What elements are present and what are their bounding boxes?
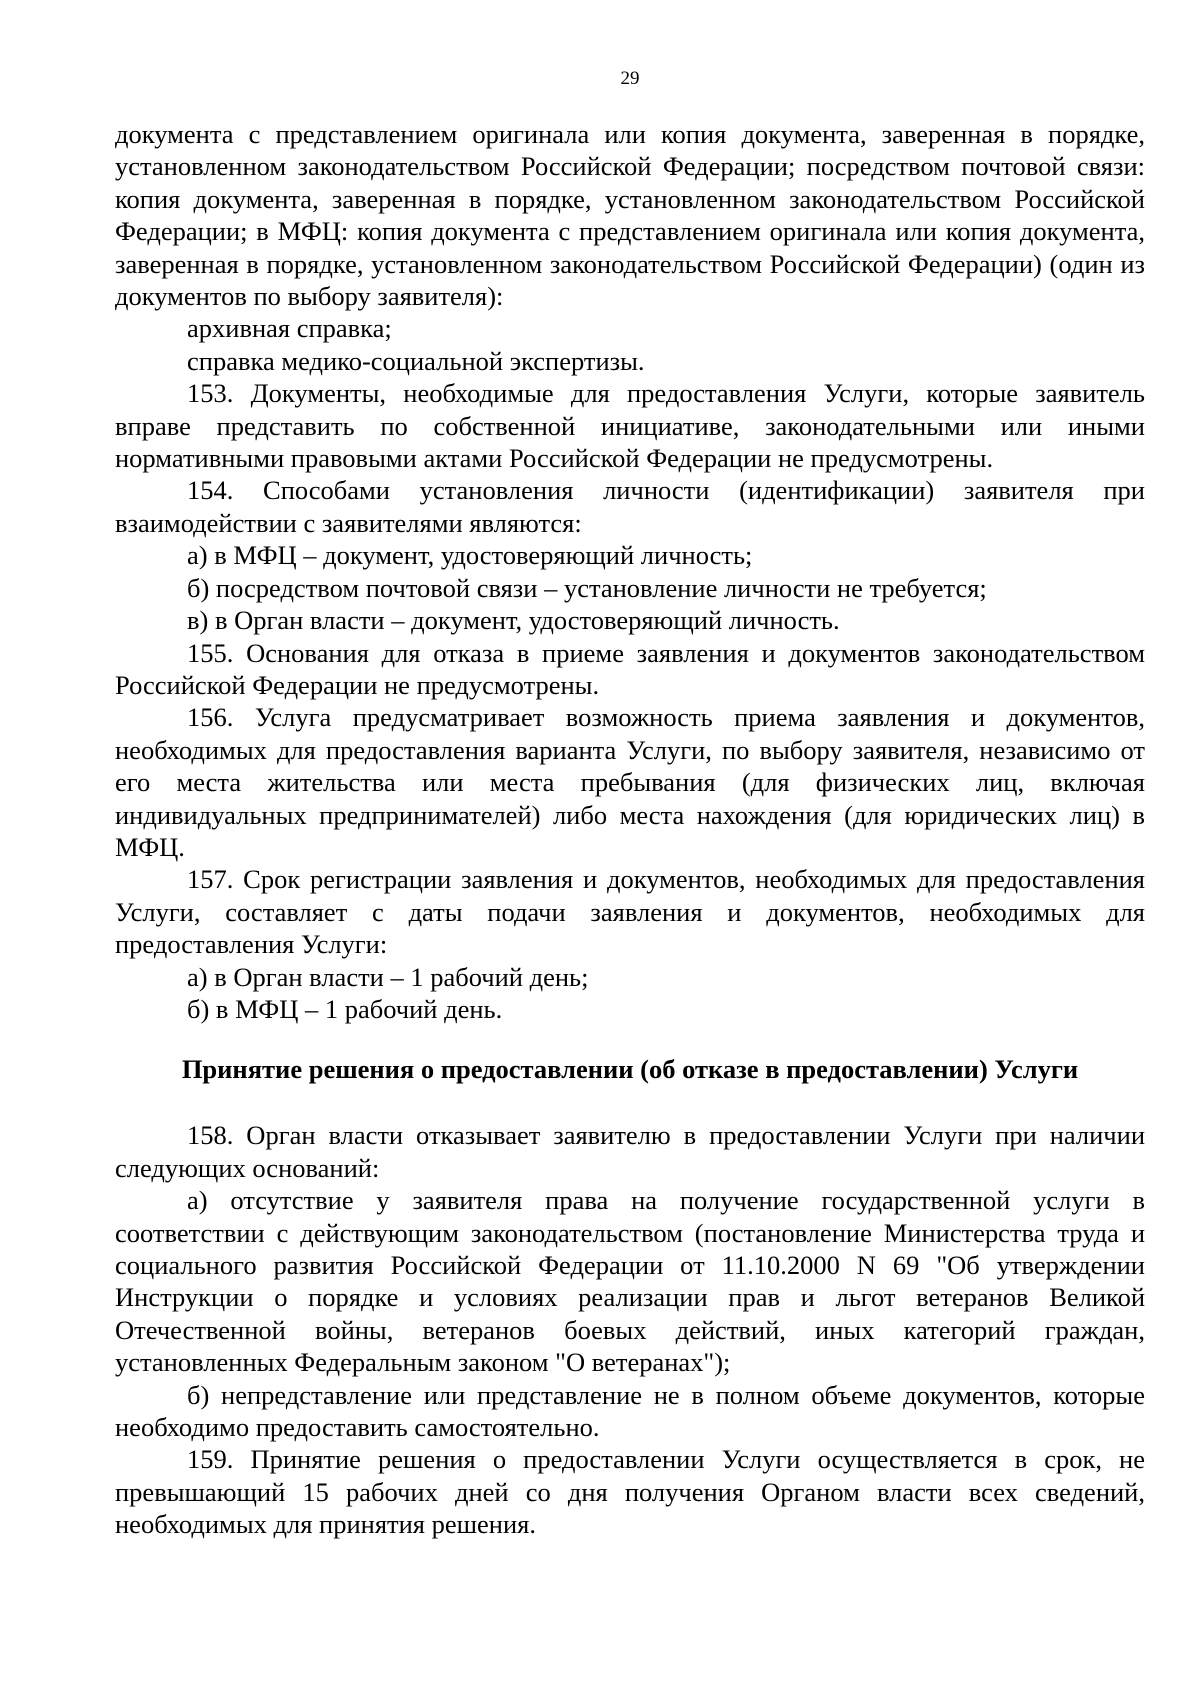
paragraph: документа с представлением оригинала или копия документа, заверенная в порядке, установленном законодательством Российской Федерации; посредством почтовой связи: копия документа, заверенная в порядке, установленном законодательством Российской Федерации; в МФЦ: копия документа с представлением оригинала или копия документа, заверенная в порядке, установленном законодательством Российской Федерации) (один из документов по выбору заявителя):: [115, 119, 1145, 312]
paragraph: 154. Способами установления личности (идентификации) заявителя при взаимодействии с заявителями являются:: [115, 475, 1145, 538]
paragraph: б) непредставление или представление не в полном объеме документов, которые необходимо предоставить самостоятельно.: [115, 1379, 1145, 1443]
paragraph: 157. Срок регистрации заявления и документов, необходимых для предоставления Услуги, составляет с даты подачи заявления и документов, необходимых для предоставления Услуги:: [115, 864, 1145, 960]
paragraph: 158. Орган власти отказывает заявителю в предоставлении Услуги при наличии следующих оснований:: [115, 1120, 1145, 1183]
document-body: [115, 118, 1145, 1541]
paragraph: 155. Основания для отказа в приеме заявления и документов законодательством Российской Федерации не предусмотрены.: [115, 637, 1145, 700]
paragraph: в) в Орган власти – документ, удостоверяющий личность.: [187, 605, 840, 636]
paragraph: а) в Орган власти – 1 рабочий день;: [187, 961, 589, 992]
paragraph: 156. Услуга предусматривает возможность приема заявления и документов, необходимых для предоставления варианта Услуги, по выбору заявителя, независимо от его места жительства или места пребывания (для физических лиц, включая индивидуальных предпринимателей) либо места нахождения (для юридических лиц) в МФЦ.: [115, 702, 1145, 862]
section-heading: Принятие решения о предоставлении (об отказе в предоставлении) Услуги: [181, 1054, 1079, 1085]
paragraphs-top: [115, 118, 1145, 1025]
paragraph: а) отсутствие у заявителя права на получение государственной услуги в соответствии с действующим законодательством (постановление Министерства труда и социального развития Российской Федерации от 11.10.2000 N 69 "Об утверждении Инструкции о порядке и условиях реализации прав и льгот ветеранов Великой Отечественной войны, ветеранов боевых действий, иных категорий граждан, установленных Федеральным законом "О ветеранах");: [115, 1185, 1145, 1378]
paragraph: б) в МФЦ – 1 рабочий день.: [187, 993, 503, 1024]
paragraph: архивная справка;: [187, 313, 392, 344]
paragraph: б) посредством почтовой связи – установление личности не требуется;: [187, 572, 987, 603]
paragraphs-bottom: [115, 1119, 1145, 1540]
paragraph: 153. Документы, необходимые для предоставления Услуги, которые заявитель вправе представить по собственной инициативе, законодательными или иными нормативными правовыми актами Российской Федерации не предусмотрены.: [115, 378, 1145, 474]
paragraph: 159. Принятие решения о предоставлении Услуги осуществляется в срок, не превышающий 15 рабочих дней со дня получения Органом власти всех сведений, необходимых для принятия решения.: [115, 1444, 1145, 1540]
paragraph: справка медико-социальной экспертизы.: [187, 345, 645, 376]
page-number: 29: [620, 68, 640, 89]
paragraph: а) в МФЦ – документ, удостоверяющий личность;: [187, 540, 753, 571]
